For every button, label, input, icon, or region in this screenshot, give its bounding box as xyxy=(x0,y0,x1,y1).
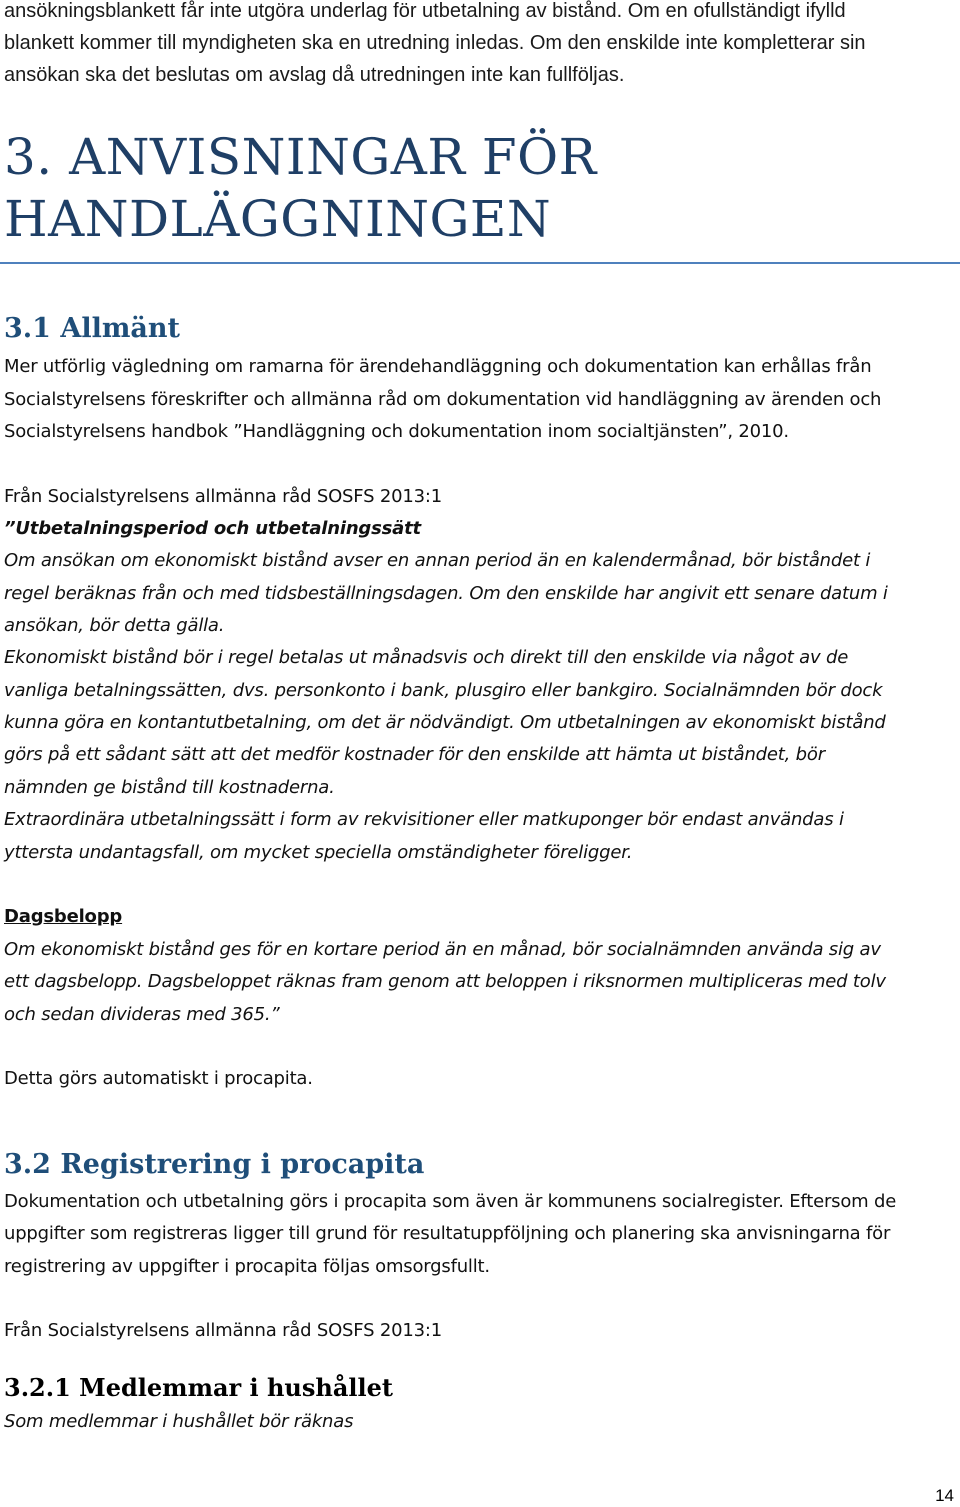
quote-line: Om ansökan om ekonomiskt bistånd avser en annan period än en kalendermånad, bör biståndet i xyxy=(4,550,871,571)
quote-line: regel beräknas från och med tidsbeställningsdagen. Om den enskilde har angivit ett senare datum i xyxy=(4,583,888,604)
procapita-note: Detta görs automatiskt i procapita. xyxy=(4,1068,313,1089)
quote-line: görs på ett sådant sätt att det medför kostnader för den enskilde att hämta ut biståndet, bör xyxy=(4,744,825,765)
quote-line: Extraordinära utbetalningssätt i form av rekvisitioner eller matkuponger bör endast användas i xyxy=(4,809,844,830)
dagsbelopp-line: Om ekonomiskt bistånd ges för en kortare period än en månad, bör socialnämnden använda sig av xyxy=(4,939,881,960)
paragraph-line: Socialstyrelsens föreskrifter och allmänna råd om dokumentation vid handläggning av ärenden och xyxy=(4,389,882,410)
quote-line: Ekonomiskt bistånd bör i regel betalas ut månadsvis och direkt till den enskilde via något av de xyxy=(4,647,849,668)
dagsbelopp-heading: Dagsbelopp xyxy=(4,906,123,927)
quote-line: ansökan, bör detta gälla. xyxy=(4,615,225,636)
main-heading-line-1: 3. ANVISNINGAR FÖR xyxy=(4,128,597,186)
quote-line: nämnden ge bistånd till kostnaderna. xyxy=(4,777,335,798)
page-number: 14 xyxy=(935,1486,954,1505)
dagsbelopp-line: ett dagsbelopp. Dagsbeloppet räknas fram genom att beloppen i riksnormen multipliceras med tolv xyxy=(4,971,886,992)
source-reference: Från Socialstyrelsens allmänna råd SOSFS 2013:1 xyxy=(4,486,442,507)
quote-line: vanliga betalningssätten, dvs. personkonto i bank, plusgiro eller bankgiro. Socialnämnden bör dock xyxy=(4,680,883,701)
intro-line: ansökan ska det beslutas om avslag då utredningen inte kan fullföljas. xyxy=(4,64,625,86)
paragraph-line: uppgifter som registreras ligger till grund för resultatuppföljning och planering ska anvisningarna för xyxy=(4,1223,891,1244)
section-heading-3-2: 3.2 Registrering i procapita xyxy=(4,1149,425,1180)
quote-subheading: ”Utbetalningsperiod och utbetalningssätt xyxy=(4,518,421,539)
section-heading-3-2-1: 3.2.1 Medlemmar i hushållet xyxy=(4,1373,393,1402)
source-reference: Från Socialstyrelsens allmänna råd SOSFS 2013:1 xyxy=(4,1320,442,1341)
paragraph-line: Dokumentation och utbetalning görs i procapita som även är kommunens socialregister. Eftersom de xyxy=(4,1191,897,1212)
quote-line: yttersta undantagsfall, om mycket speciella omständigheter föreligger. xyxy=(4,842,633,863)
main-heading-line-2: HANDLÄGGNINGEN xyxy=(4,190,552,248)
intro-line: blankett kommer till myndigheten ska en utredning inledas. Om den enskilde inte kompletterar sin xyxy=(4,32,866,54)
intro-line: ansökningsblankett får inte utgöra underlag för utbetalning av bistånd. Om en ofullständigt ifylld xyxy=(4,0,846,22)
quote-line: kunna göra en kontantutbetalning, om det är nödvändigt. Om utbetalningen av ekonomiskt bistånd xyxy=(4,712,886,733)
section-heading-3-1: 3.1 Allmänt xyxy=(4,313,181,344)
paragraph-line: Mer utförlig vägledning om ramarna för ärendehandläggning och dokumentation kan erhållas från xyxy=(4,356,872,377)
dagsbelopp-line: och sedan divideras med 365.” xyxy=(4,1004,280,1025)
paragraph-line: Som medlemmar i hushållet bör räknas xyxy=(4,1411,354,1432)
paragraph-line: registrering av uppgifter i procapita följas omsorgsfullt. xyxy=(4,1256,490,1277)
paragraph-line: Socialstyrelsens handbok ”Handläggning och dokumentation inom socialtjänsten”, 2010. xyxy=(4,421,789,442)
heading-rule xyxy=(0,262,960,264)
